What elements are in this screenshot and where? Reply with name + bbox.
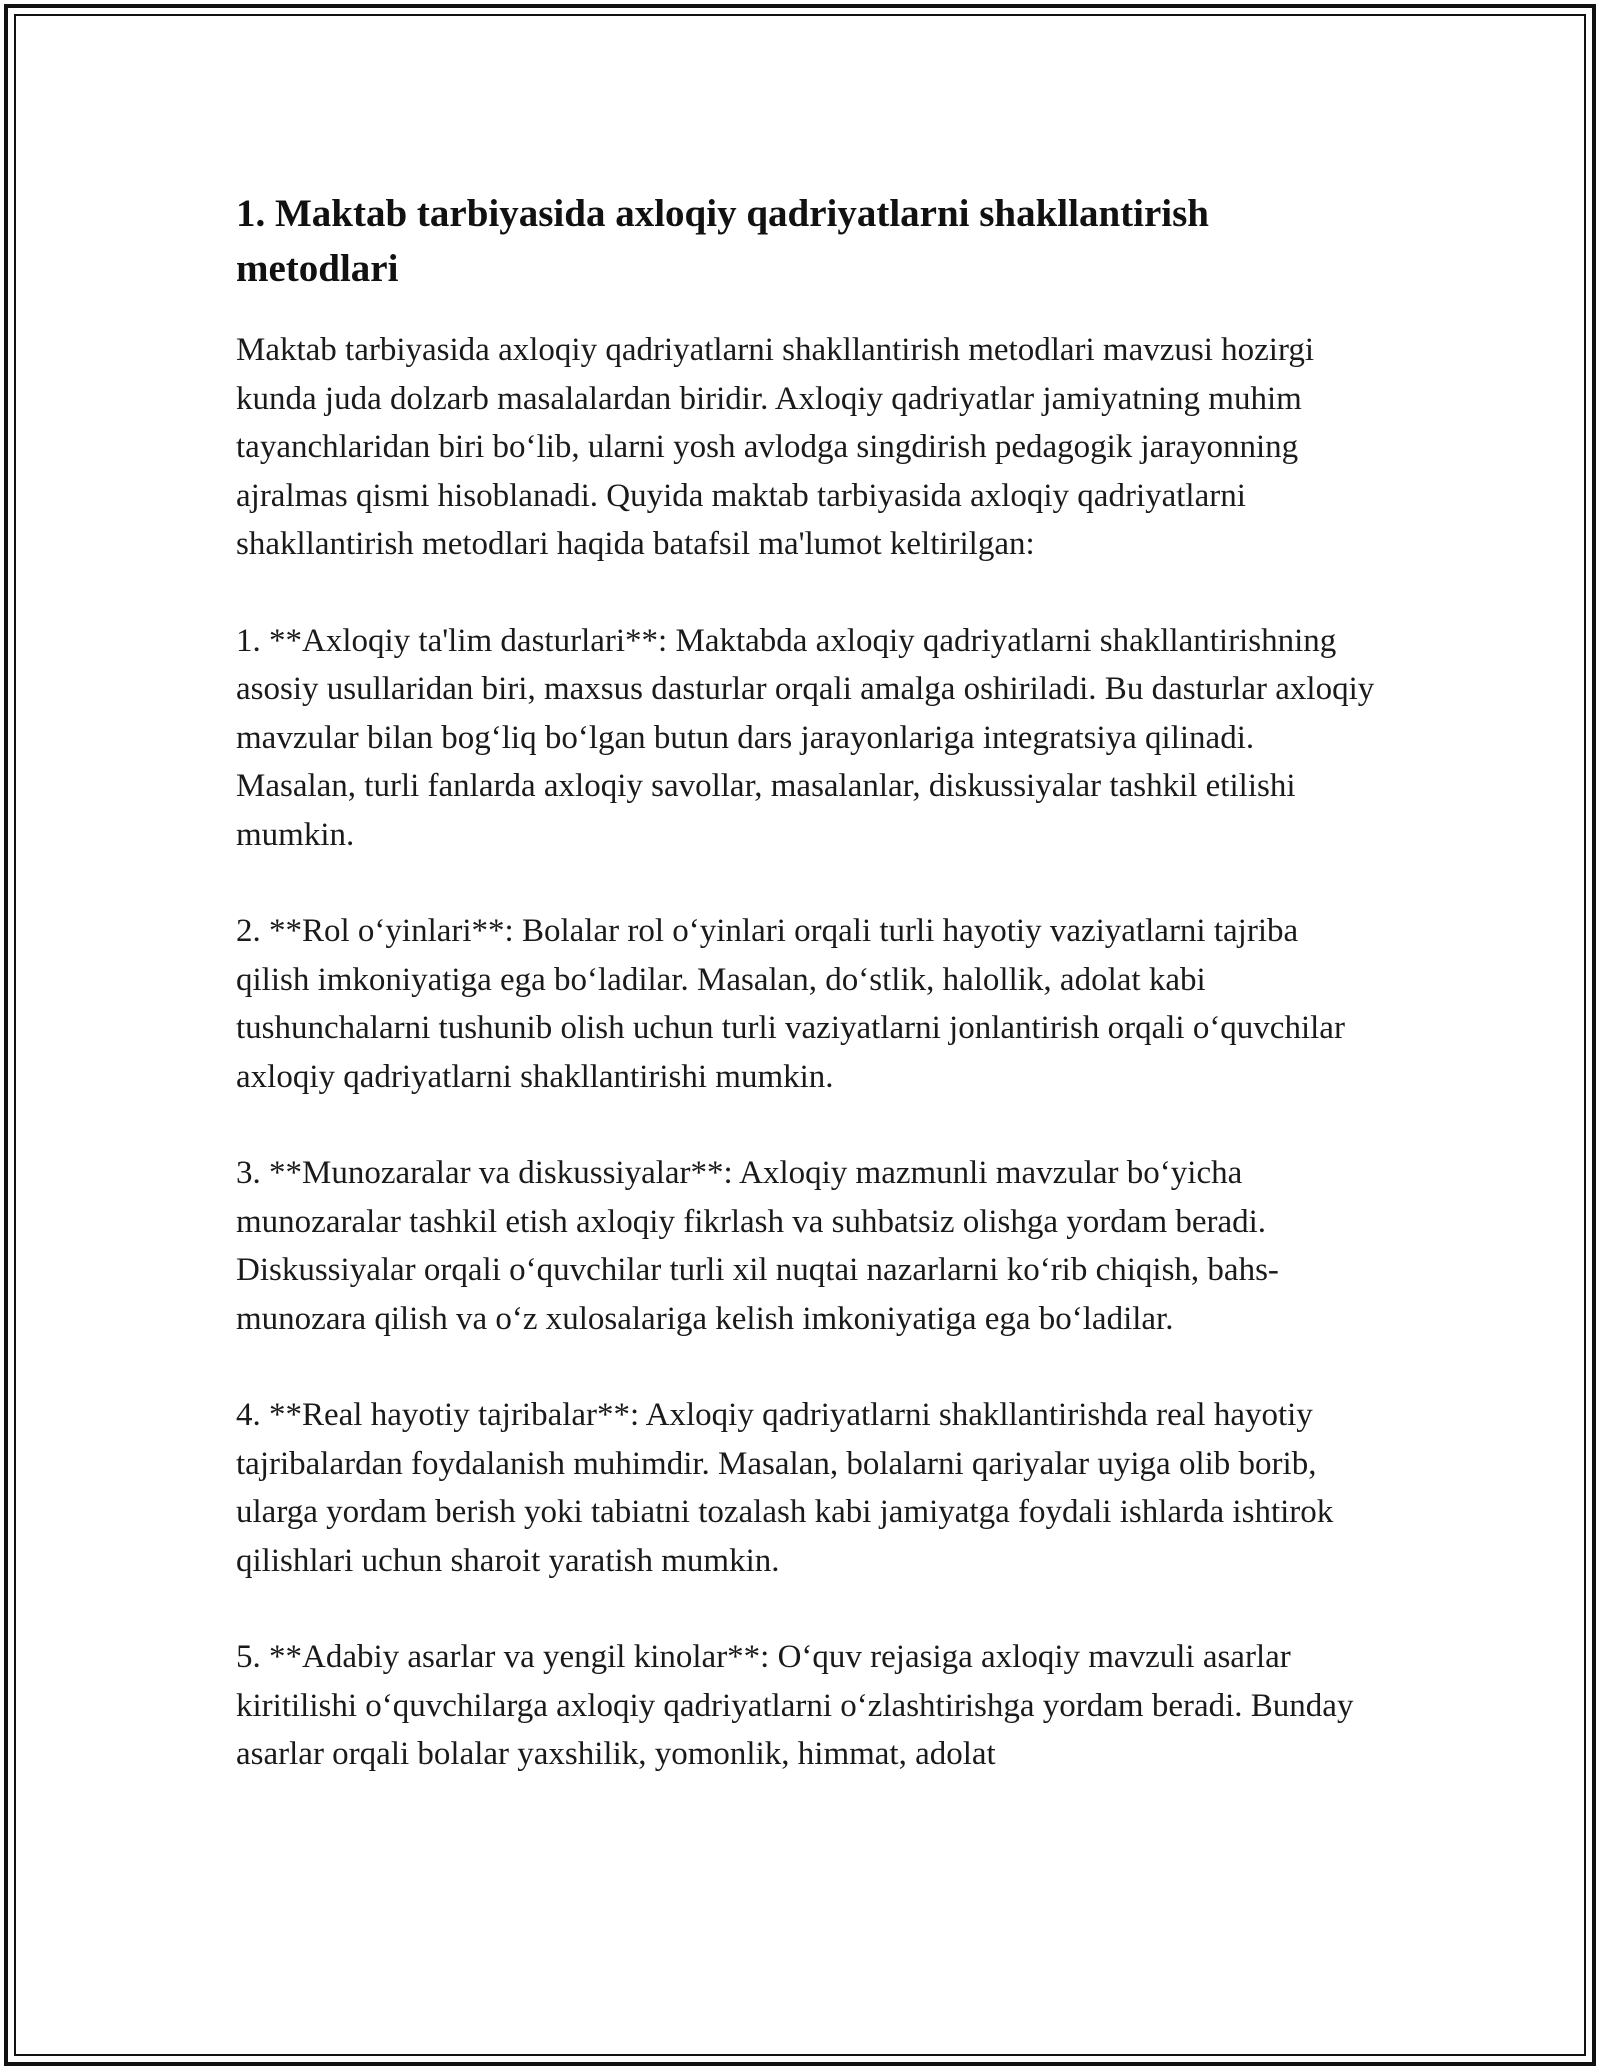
method-1-paragraph: 1. **Axloqiy ta'lim dasturlari**: Maktabda axloqiy qadriyatlarni shakllantirishning asosiy usullaridan biri, maxsus dasturlar orqali amalga oshiriladi. Bu dasturlar axloqiy mavzular bilan bogʻliq boʻlgan butun dars jarayonlariga integratsiya qilinadi. Masalan, turli fanlarda axloqiy savollar, masalanlar, diskussiyalar tashkil etilishi mumkin. <box>236 622 1375 853</box>
method-4-paragraph: 4. **Real hayotiy tajribalar**: Axloqiy qadriyatlarni shakllantirishda real hayotiy tajribalardan foydalanish muhimdir. Masalan, bolalarni qariyalar uyiga olib borib, ularga yordam berish yoki tabiatni tozalash kabi jamiyatga foydali ishlarda ishtirok qilishlari uchun sharoit yaratish mumkin. <box>236 1397 1334 1579</box>
document-body <box>236 186 1376 1827</box>
intro-paragraph: Maktab tarbiyasida axloqiy qadriyatlarni shakllantirish metodlari mavzusi hozirgi kunda juda dolzarb masalalardan biridir. Axloqiy qadriyatlar jamiyatning muhim tayanchlaridan biri boʻlib, ularni yosh avlodga singdirish pedagogik jarayonning ajralmas qismi hisoblanadi. Quyida maktab tarbiyasida axloqiy qadriyatlarni shakllantirish metodlari haqida batafsil ma'lumot keltirilgan: <box>236 332 1315 562</box>
method-2-paragraph: 2. **Rol oʻyinlari**: Bolalar rol oʻyinlari orqali turli hayotiy vaziyatlarni tajriba qilish imkoniyatiga ega boʻladilar. Masalan, doʻstlik, halollik, adolat kabi tushunchalarni tushunib olish uchun turli vaziyatlarni jonlantirish orqali oʻquvchilar axloqiy qadriyatlarni shakllantirishi mumkin. <box>236 913 1345 1095</box>
method-3-paragraph: 3. **Munozaralar va diskussiyalar**: Axloqiy mazmunli mavzular boʻyicha munozaralar tashkil etish axloqiy fikrlash va suhbatsiz olishga yordam beradi. Diskussiyalar orqali oʻquvchilar turli xil nuqtai nazarlarni koʻrib chiqish, bahs-munozara qilish va oʻz xulosalariga kelish imkoniyatiga ega boʻladilar. <box>236 1155 1279 1337</box>
document-title: 1. Maktab tarbiyasida axloqiy qadriyatlarni shakllantirish metodlari <box>236 192 1210 290</box>
method-5-paragraph: 5. **Adabiy asarlar va yengil kinolar**: Oʻquv rejasiga axloqiy mavzuli asarlar kiritilishi oʻquvchilarga axloqiy qadriyatlarni oʻzlashtirishga yordam beradi. Bunday asarlar orqali bolalar yaxshilik, yomonlik, himmat, adolat <box>236 1639 1354 1772</box>
